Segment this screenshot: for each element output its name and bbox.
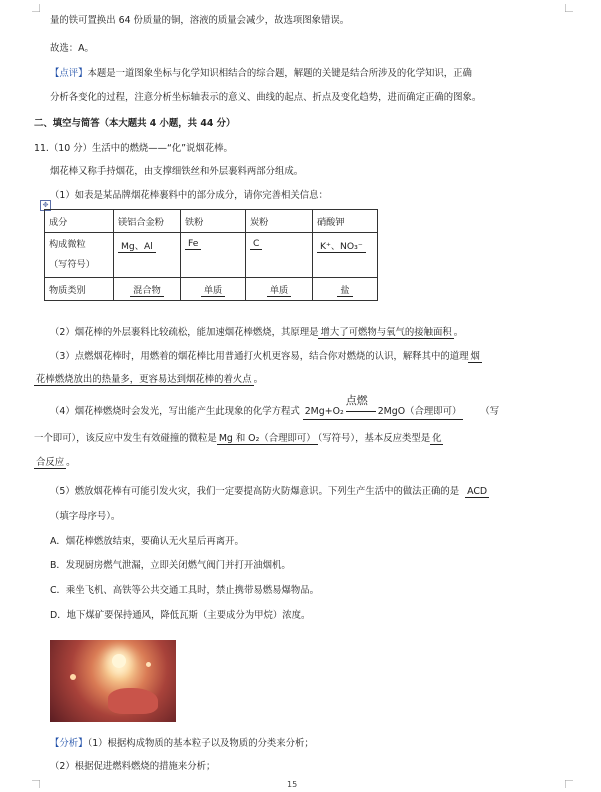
subquestion-2 (50, 326, 463, 340)
table-cell (181, 233, 246, 278)
answer-blank: 混合物 (130, 285, 164, 297)
ingredient-table (44, 209, 378, 301)
subquestion-4-text-2: 一个即可），该反应中发生有效碰撞的微粒是 (34, 433, 217, 444)
question-intro: 烟花棒又称手持烟花，由支撑细铁丝和外层裹料两部分组成。 (50, 166, 304, 177)
table-cell (246, 233, 313, 278)
subquestion-5 (50, 485, 489, 499)
table-cell (313, 233, 378, 278)
analysis-line-2: （2）根据促进燃料燃烧的措施来分析； (50, 761, 216, 772)
subquestion-2-text: （2）烟花棒的外层裹料比较疏松，能加速烟花棒燃烧，其原理是 (50, 327, 319, 338)
analysis-line-1 (50, 737, 314, 751)
subquestion-4-cont (34, 432, 443, 446)
option-c: C．乘坐飞机、高铁等公共交通工具时，禁止携带易燃易爆物品。 (50, 585, 320, 596)
subquestion-4 (50, 394, 500, 420)
reaction-condition: 点燃 (345, 394, 368, 407)
section-title: 二、填空与简答（本大题共 4 小题，共 44 分） (34, 118, 236, 129)
subquestion-1: （1）如表是某品牌烟花棒裹料中的部分成分，请你完善相关信息： (50, 190, 328, 201)
answer-blank: 单质 (201, 285, 225, 297)
solution-text-line: 量的铁可置换出 64 份质量的铜，溶液的质量会减少，故选项图象错误。 (50, 15, 350, 26)
subquestion-5-note: （填字母序号）。 (50, 511, 121, 522)
subquestion-4-text: （4）烟花棒燃烧时会发光，写出能产生此现象的化学方程式 (50, 406, 300, 417)
header-cell: 镁铝合金粉 (114, 210, 181, 233)
punctuation: 。 (453, 327, 464, 338)
answer-blank: 增大了可燃物与氧气的接触面积 (320, 327, 452, 338)
answer-blank: Fe (185, 238, 201, 250)
subquestion-4-cont-2 (34, 456, 76, 470)
option-b: B．发现厨房燃气泄漏，立即关闭燃气阀门并打开油烟机。 (50, 560, 291, 571)
subquestion-4-tail: （写 (480, 406, 500, 417)
comment-text-1: 本题是一道图象坐标与化学知识相结合的综合题，解题的关键是结合所涉及的化学知识，正确 (87, 68, 472, 79)
answer-blank: Mg、Al (118, 241, 156, 253)
option-a: A．烟花棒燃放结束，要确认无火星后再离开。 (50, 536, 244, 547)
header-cell: 炭粉 (246, 210, 313, 233)
row-label: 构成微粒 (49, 239, 86, 250)
comment-tag: 【点评】 (50, 68, 88, 79)
corner-mark-bottom-left (32, 780, 40, 788)
row-label-note: （写符号） (49, 259, 95, 270)
table-header-row (45, 210, 378, 233)
answer-blank: C (250, 238, 262, 250)
header-cell: 铁粉 (181, 210, 246, 233)
question-stem: 11.（10 分）生活中的燃烧——“化”说烟花棒。 (34, 143, 233, 154)
answer-blank: 单质 (267, 285, 291, 297)
table-cell (246, 278, 313, 301)
subquestion-5-text: （5）燃放烟花棒有可能引发火灾，我们一定要提高防火防爆意识。下列生产生活中的做法正确的是 (50, 486, 460, 497)
table-move-handle-icon[interactable]: ✥ (40, 200, 51, 211)
comment-line-2: 分析各变化的过程，注意分析坐标轴表示的意义、曲线的起点、折点及变化趋势，进而确定正确的图象。 (50, 92, 482, 103)
corner-mark-top-right (565, 4, 573, 12)
analysis-tag: 【分析】 (50, 738, 88, 749)
answer-blank: 烟 (470, 351, 480, 362)
equation-blank (303, 394, 464, 420)
answer-blank: Mg 和 O₂（合理即可） (218, 433, 316, 444)
subquestion-3-text: （3）点燃烟花棒时，用燃着的烟花棒比用普通打火机更容易，结合你对燃烧的认识，解释其中的道理 (50, 351, 469, 362)
corner-mark-top-left (32, 4, 40, 12)
table-row (45, 233, 378, 278)
answer-blank: 花棒燃烧放出的热量多，更容易达到烟花棒的着火点 (36, 374, 252, 385)
answer-choice: 故选：A。 (50, 43, 94, 54)
table-cell (181, 278, 246, 301)
table-cell (313, 278, 378, 301)
answer-blank: 化 (432, 433, 442, 444)
header-cell: 硝酸钾 (313, 210, 378, 233)
table-cell (114, 278, 181, 301)
table-cell (114, 233, 181, 278)
answer-blank: K⁺、NO₃⁻ (317, 241, 366, 253)
answer-blank: ACD (467, 486, 488, 497)
answer-blank: 合反应 (36, 457, 65, 468)
sparkler-photo (50, 640, 176, 722)
analysis-text-1: （1）根据构成物质的基本粒子以及物质的分类来分析； (87, 738, 314, 749)
subquestion-3-cont (34, 373, 263, 387)
row-label: 物质类别 (45, 278, 114, 301)
row-label-cell (45, 233, 114, 278)
equation-arrow (344, 394, 378, 419)
answer-blank: 盐 (337, 285, 352, 297)
option-d: D．地下煤矿要保持通风，降低瓦斯（主要成分为甲烷）浓度。 (50, 610, 311, 621)
table-row (45, 278, 378, 301)
corner-mark-bottom-right (565, 780, 573, 788)
equation-reactants: 2Mg+O₂ (304, 406, 344, 417)
equation-products: 2MgO（合理即可） (377, 406, 462, 417)
punctuation: 。 (66, 457, 76, 468)
header-cell: 成分 (45, 210, 114, 233)
subquestion-3 (50, 350, 482, 364)
punctuation: 。 (253, 374, 264, 385)
subquestion-4-text-3: （写符号），基本反应类型是 (317, 433, 431, 444)
page-number: 15 (287, 780, 298, 789)
comment-line-1 (50, 67, 472, 81)
